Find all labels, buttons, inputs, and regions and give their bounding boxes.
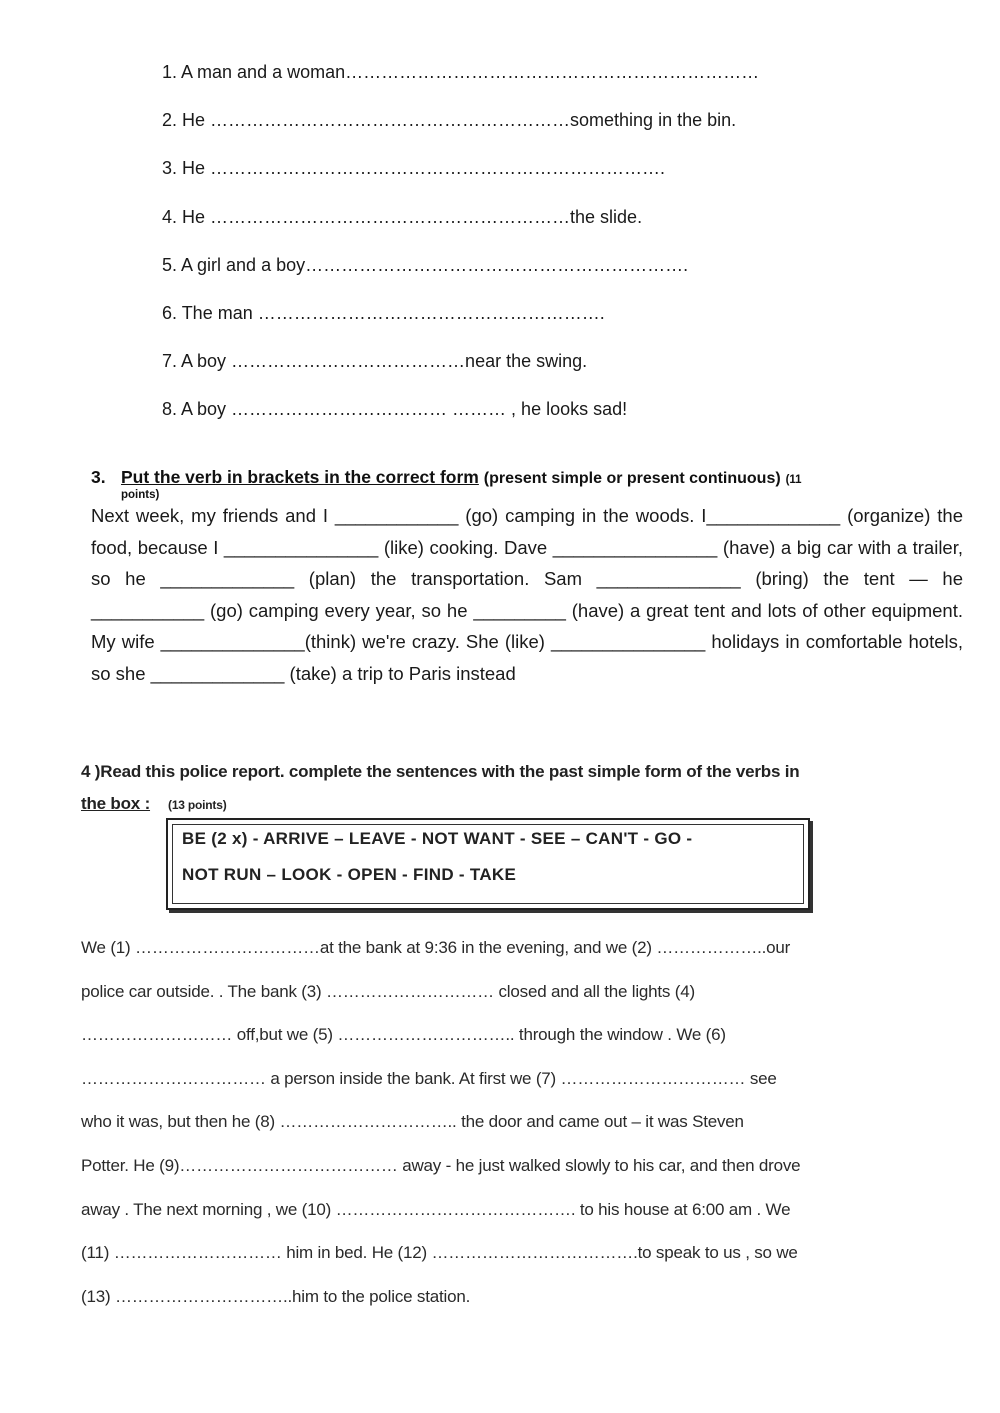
report-line-3: ……………………… off,but we (5) ………………………….. through the window . We (6) [81, 1025, 726, 1045]
report-line-6: Potter. He (9)………………………………… away - he just walked slowly to his car, and then drove [81, 1155, 801, 1175]
verb-word-box [166, 818, 810, 910]
police-report [81, 934, 911, 1326]
section-3-points-cont: points) [121, 489, 160, 501]
section-4-title-line-1: 4 )Read this police report. complete the sentences with the past simple form of the verbs in [81, 762, 800, 781]
report-line-5: who it was, but then he (8) ………………………….. the door and came out – it was Steven [81, 1112, 744, 1132]
report-line-2: police car outside. . The bank (3) ………………………… closed and all the lights (4) [81, 981, 695, 1001]
report-line-8: (11) ………………………… him in bed. He (12) ……………………………….to speak to us , so we [81, 1243, 798, 1263]
report-line-1: We (1) ……………………………at the bank at 9:36 in the evening, and we (2) ………………..our [81, 938, 791, 957]
report-line-4: …………………………… a person inside the bank. At first we (7) …………………………… see [81, 1068, 777, 1088]
sentence-7: 7. A boy …………………………………near the swing. [162, 351, 588, 372]
section-4-title-line-2: the box : [81, 794, 151, 813]
report-line-9: (13) …………………………..him to the police station. [81, 1286, 471, 1306]
section-3-points: (11 [785, 474, 802, 486]
sentence-8: 8. A boy ……………………………… ……… , he looks sad! [162, 399, 628, 420]
sentence-4: 4. He ……………………………………………………the slide. [162, 206, 643, 227]
sentence-2: 2. He ……………………………………………………something in the bin. [162, 110, 737, 131]
section-4-heading [81, 756, 921, 821]
numbered-sentences [162, 60, 962, 446]
section-3-heading [91, 466, 921, 491]
word-box-line-2: NOT RUN – LOOK - OPEN - FIND - TAKE [182, 865, 517, 884]
section-4-title-line-2-wrap [81, 788, 921, 821]
section-4-points: (13 points) [168, 798, 227, 812]
sentence-5: 5. A girl and a boy………………………………………………………. [162, 254, 689, 275]
sentence-6: 6. The man …………………………………………………. [162, 302, 605, 323]
word-box-line-1: BE (2 x) - ARRIVE – LEAVE - NOT WANT - SEE – CAN'T - GO - [182, 829, 693, 848]
section-3-title: Put the verb in brackets in the correct form [121, 467, 479, 487]
section-3-paragraph: Next week, my friends and I ____________ (go) camping in the woods. I_____________ (organize) the food, because I _______________ (like) cooking. Dave ________________ (have) a big car with a trailer, so he _____________ (plan) the transportation. Sam ______________ (bring) the tent — he ___________ (go) camping every year, so he _________ (have) a great tent and lots of other equipment. My wife ______________(think) we're crazy. She (like) _______________ holidays in comfortable hotels, so she _____________ (take) a trip to Paris instead [91, 505, 963, 684]
section-3-subtitle: (present simple or present continuous) [483, 470, 781, 487]
sentence-3: 3. He …………………………………………………………………. [162, 158, 666, 179]
report-line-7: away . The next morning , we (10) ……………………………………. to his house at 6:00 am . We [81, 1199, 791, 1219]
sentence-1: 1. A man and a woman…………………………………………………………… [162, 62, 760, 82]
section-3-number: 3. [91, 467, 106, 487]
